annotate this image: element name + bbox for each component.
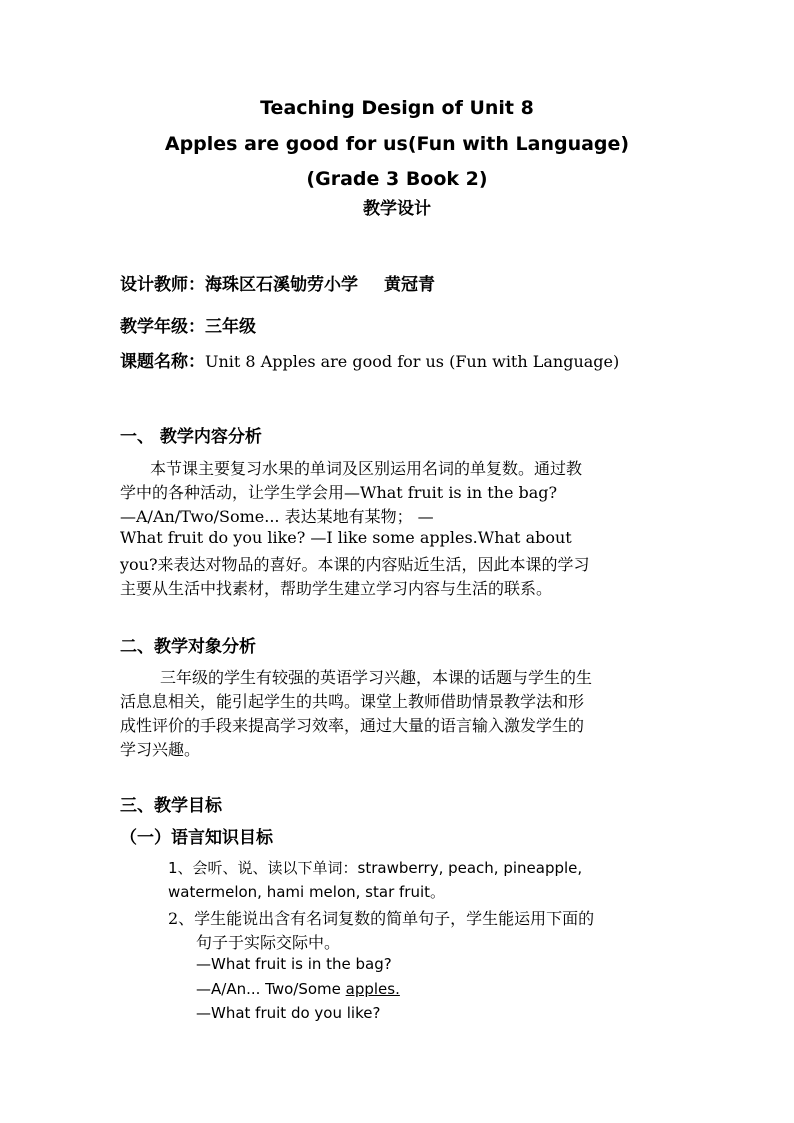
example-sentence [196,980,400,998]
section1-line: 本节课主要复习水果的单词及区别运用名词的单复数。通过教 [150,459,583,478]
lesson-info [120,347,619,372]
lesson-value: Unit 8 Apples are good for us (Fun with Language) [205,352,620,371]
section2-heading: 二、教学对象分析 [120,637,256,657]
teacher-label: 设计教师： [120,275,205,295]
objective-item-1: 1、会听、说、读以下单词：strawberry, peach, pineapple, [168,859,583,877]
objective-item-1-cont: watermelon, hami melon, star fruit。 [168,883,446,901]
section1-line: 学中的各种活动，让学生学会用—What fruit is in the bag? [120,483,558,502]
lesson-label: 课题名称： [120,352,205,372]
objective-item-2-cont: 句子于实际交际中。 [196,933,341,952]
doc-title-line1: Teaching Design of Unit 8 [260,97,534,119]
grade-info [120,312,256,337]
grade-value: 三年级 [205,317,256,337]
teacher-info [120,270,435,295]
example-sentence: —What fruit is in the bag? [196,955,392,973]
section1-line: 主要从生活中找素材，帮助学生建立学习内容与生活的联系。 [120,579,553,598]
teacher-name: 黄冠青 [384,275,435,295]
example-sentence: —What fruit do you like? [196,1004,381,1022]
section3-subheading: （一）语言知识目标 [120,828,273,848]
section1-line: you?来表达对物品的喜好。本课的内容贴近生活，因此本课的学习 [120,555,590,574]
doc-subtitle: 教学设计 [363,199,431,219]
section2-line: 活息息相关，能引起学生的共鸣。课堂上教师借助情景教学法和形 [120,692,585,711]
section1-line: —A/An/Two/Some... 表达某地有某物； — [120,507,434,526]
example-prefix: —A/An... Two/Some [196,980,346,998]
example-underlined-word: apples. [345,980,400,998]
grade-label: 教学年级： [120,317,205,337]
teacher-school: 海珠区石溪劬劳小学 [205,275,358,295]
section3-heading: 三、教学目标 [120,796,222,816]
section1-heading: 一、 教学内容分析 [120,427,262,447]
doc-title-line3: (Grade 3 Book 2) [306,168,488,190]
section2-line: 学习兴趣。 [120,740,201,759]
objective-item-2: 2、学生能说出含有名词复数的简单句子，学生能运用下面的 [168,909,595,928]
section1-line: What fruit do you like? —I like some apples.What about [120,528,572,547]
section2-line: 三年级的学生有较强的英语学习兴趣，本课的话题与学生的生 [160,668,593,687]
section2-line: 成性评价的手段来提高学习效率，通过大量的语言输入激发学生的 [120,716,585,735]
doc-title-line2: Apples are good for us(Fun with Language) [164,133,630,155]
